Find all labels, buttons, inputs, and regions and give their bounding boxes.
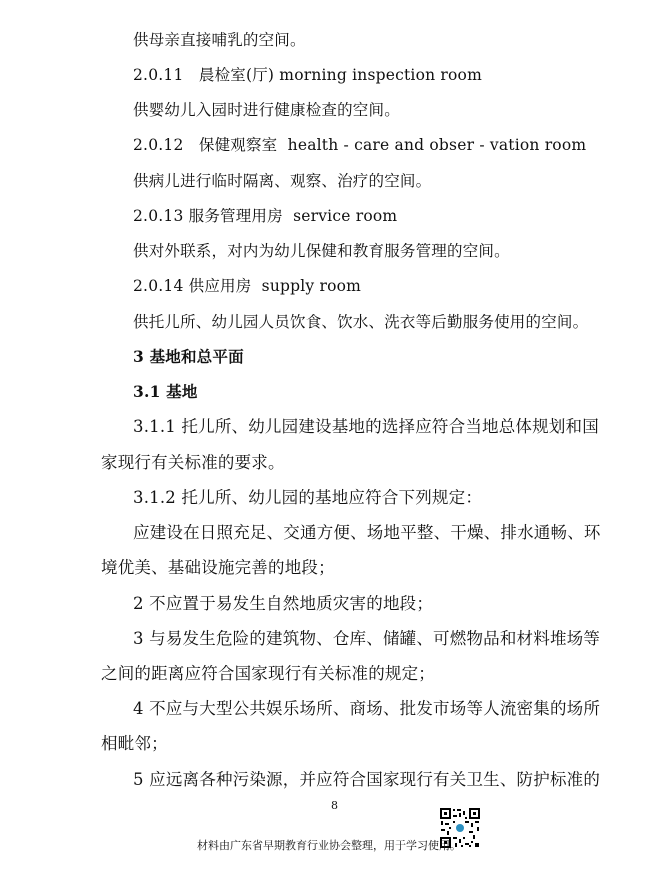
term-line: 2.0.11 晨检室(厅) morning inspection room — [133, 66, 482, 84]
clause-line: 3.1.2 托儿所、幼儿园的基地应符合下列规定： — [133, 488, 483, 507]
section-heading: 3.1 基地 — [133, 382, 198, 401]
term-line: 2.0.14 供应用房 supply room — [133, 277, 362, 295]
text-line: 供对外联系，对内为幼儿保健和教育服务管理的空间。 — [133, 242, 510, 260]
clause-line: 相毗邻； — [101, 734, 168, 753]
text-line: 供病儿进行临时隔离、观察、治疗的空间。 — [133, 172, 432, 190]
chapter-heading: 3 基地和总平面 — [133, 347, 244, 366]
clause-line: 应建设在日照充足、交通方便、场地平整、干燥、排水通畅、环 — [133, 523, 601, 542]
clause-line: 5 应远离各种污染源，并应符合国家现行有关卫生、防护标准的 — [133, 770, 601, 789]
term-line: 2.0.13 服务管理用房 service room — [133, 207, 398, 225]
clause-line: 3.1.1 托儿所、幼儿园建设基地的选择应符合当地总体规划和国 — [133, 417, 599, 436]
footer-note: 材料由广东省早期教育行业协会整理，用于学习使用。 — [197, 839, 461, 852]
text-line: 供婴幼儿入园时进行健康检查的空间。 — [133, 101, 400, 119]
text-line: 供母亲直接哺乳的空间。 — [133, 31, 306, 49]
clause-line: 家现行有关标准的要求。 — [101, 453, 285, 472]
clause-line: 4 不应与大型公共娱乐场所、商场、批发市场等人流密集的场所 — [133, 699, 601, 718]
term-line: 2.0.12 保健观察室 health - care and obser - vation room — [133, 136, 587, 154]
page-number: 8 — [331, 799, 338, 812]
text-line: 供托儿所、幼儿园人员饮食、饮水、洗衣等后勤服务使用的空间。 — [133, 313, 589, 331]
clause-line: 2 不应置于易发生自然地质灾害的地段； — [133, 594, 434, 613]
clause-line: 3 与易发生危险的建筑物、仓库、储罐、可燃物品和材料堆场等 — [133, 629, 601, 648]
clause-line: 之间的距离应符合国家现行有关标准的规定； — [101, 664, 435, 683]
clause-line: 境优美、基础设施完善的地段； — [101, 558, 335, 577]
